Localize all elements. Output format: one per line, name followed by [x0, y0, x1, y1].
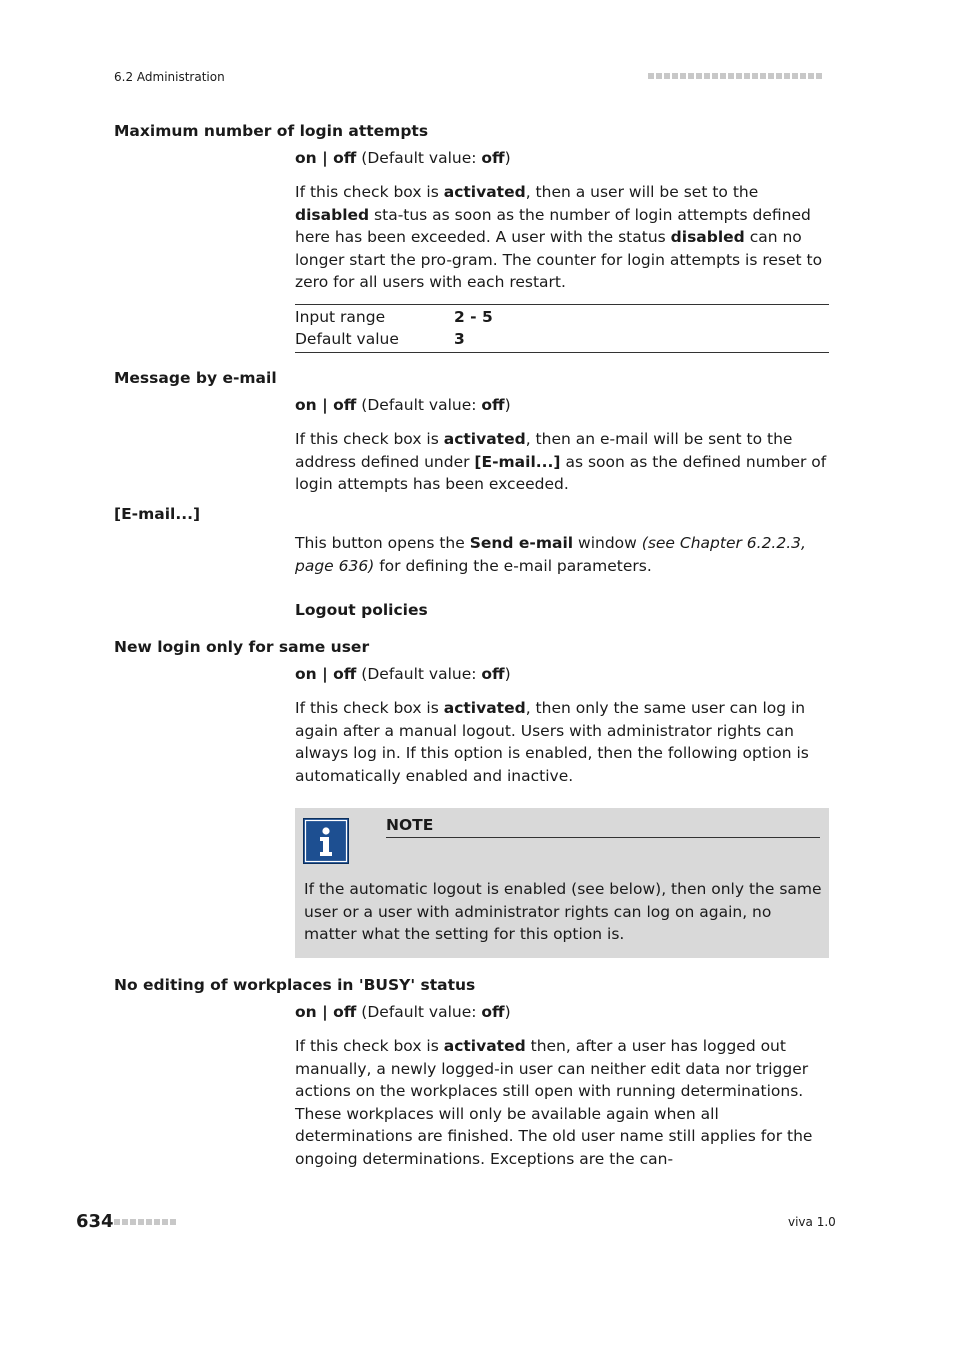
note-title: NOTE [386, 816, 820, 838]
heading-email-button: [E-mail...] [114, 505, 201, 523]
option-values-max-login: on | off (Default value: off) [295, 149, 511, 167]
header-decoration-dots [648, 73, 822, 79]
table-value: 3 [454, 330, 465, 348]
subheading-logout-policies: Logout policies [295, 601, 428, 619]
product-version: viva 1.0 [788, 1215, 836, 1229]
note-text: If the automatic logout is enabled (see below), then only the same user or a user with administrator rights can log on again, no matter what the setting for this option is. [304, 880, 822, 943]
paragraph-message-email: If this check box is activated, then an e-mail will be sent to the address defined under [E-mail...] as soon as the defined number of login attempts has been exceeded. [295, 430, 827, 493]
table-row [295, 306, 829, 328]
heading-new-login-same-user: New login only for same user [114, 638, 370, 656]
option-values-no-editing: on | off (Default value: off) [295, 1003, 511, 1021]
heading-max-login-attempts: Maximum number of login attempts [114, 122, 429, 140]
chapter-reference-link[interactable]: (see Chapter 6.2.2.3, page 636) [295, 534, 806, 575]
table-value: 2 - 5 [454, 308, 493, 326]
table-row [295, 328, 829, 350]
table-key: Input range [295, 308, 386, 326]
footer-decoration-dots [114, 1219, 176, 1225]
info-icon [304, 819, 348, 863]
page-number: 634 [76, 1211, 114, 1232]
table-key: Default value [295, 330, 399, 348]
heading-message-by-email: Message by e-mail [114, 369, 277, 387]
note-box [295, 808, 829, 958]
paragraph-max-login: If this check box is activated, then a user will be set to the disabled sta-tus as soon as the number of login attempts defined here has been exceeded. A user with the status disabled can no longer start the pro-gram. The counter for login attempts is reset to zero for all users with each restart. [295, 183, 823, 291]
paragraph-no-editing: If this check box is activated then, after a user has logged out manually, a newly logged-in user can neither edit data nor trigger actions on the workplaces still open with running determinations. These workplaces will only be available again when all determinations are finished. The old user name still applies for the ongoing determinations. Exceptions are the can- [295, 1037, 813, 1168]
running-header: 6.2 Administration [114, 70, 225, 84]
parameter-table [295, 304, 829, 353]
option-values-new-login: on | off (Default value: off) [295, 665, 511, 683]
paragraph-new-login: If this check box is activated, then only the same user can log in again after a manual logout. Users with administrator rights can always log in. If this option is enabled, then the following option is automatically enabled and inactive. [295, 699, 809, 785]
heading-no-editing-busy: No editing of workplaces in 'BUSY' status [114, 976, 476, 994]
option-values-message-email: on | off (Default value: off) [295, 396, 511, 414]
paragraph-email-button: This button opens the Send e-mail window (see Chapter 6.2.2.3, page 636) for defining the e-mail parameters. [295, 534, 806, 575]
